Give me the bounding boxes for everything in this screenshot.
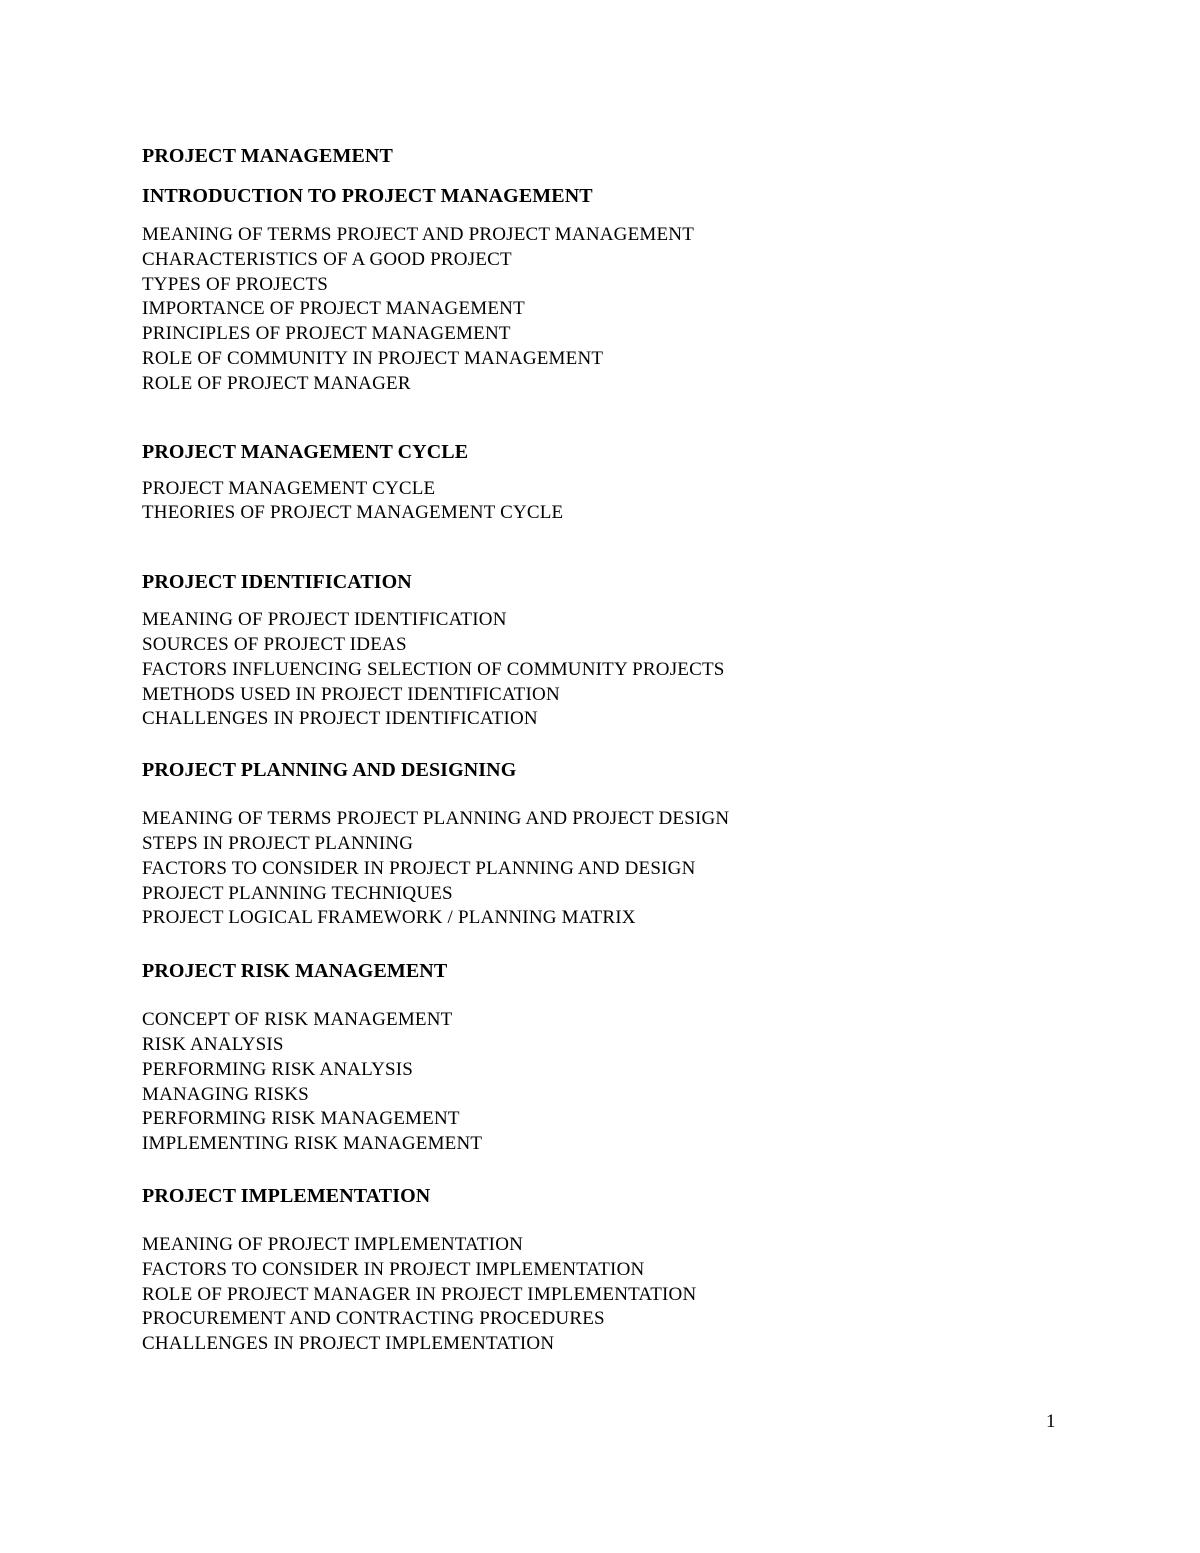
section-introduction bbox=[142, 183, 1102, 397]
list-item: MEANING OF PROJECT IMPLEMENTATION bbox=[142, 1233, 524, 1255]
list-item: CHALLENGES IN PROJECT IMPLEMENTATION bbox=[142, 1333, 555, 1355]
section-identification bbox=[142, 569, 1102, 732]
list-item: ROLE OF PROJECT MANAGER IN PROJECT IMPLEMENTATION bbox=[142, 1283, 697, 1305]
list-item: FACTORS TO CONSIDER IN PROJECT PLANNING AND DESIGN bbox=[142, 857, 696, 879]
list-item: SOURCES OF PROJECT IDEAS bbox=[142, 633, 407, 655]
list-item: MANAGING RISKS bbox=[142, 1083, 309, 1105]
list-item: PROCUREMENT AND CONTRACTING PROCEDURES bbox=[142, 1308, 605, 1330]
list-item: CHARACTERISTICS OF A GOOD PROJECT bbox=[142, 248, 512, 270]
list-item: FACTORS INFLUENCING SELECTION OF COMMUNITY PROJECTS bbox=[142, 658, 725, 680]
section-risk-management bbox=[142, 958, 1102, 1157]
section-item-list bbox=[142, 477, 1102, 527]
list-item: PROJECT LOGICAL FRAMEWORK / PLANNING MATRIX bbox=[142, 907, 636, 929]
section-heading: PROJECT RISK MANAGEMENT bbox=[142, 960, 448, 983]
document-title: PROJECT MANAGEMENT bbox=[142, 145, 393, 167]
section-item-list bbox=[142, 223, 1102, 397]
list-item: CHALLENGES IN PROJECT IDENTIFICATION bbox=[142, 708, 538, 730]
section-implementation bbox=[142, 1183, 1102, 1357]
section-heading: PROJECT IMPLEMENTATION bbox=[142, 1184, 431, 1207]
list-item: ROLE OF COMMUNITY IN PROJECT MANAGEMENT bbox=[142, 347, 604, 369]
list-item: FACTORS TO CONSIDER IN PROJECT IMPLEMENTATION bbox=[142, 1258, 645, 1280]
list-item: PERFORMING RISK MANAGEMENT bbox=[142, 1108, 460, 1130]
list-item: METHODS USED IN PROJECT IDENTIFICATION bbox=[142, 683, 560, 705]
list-item: ROLE OF PROJECT MANAGER bbox=[142, 372, 411, 394]
list-item: MEANING OF TERMS PROJECT PLANNING AND PROJECT DESIGN bbox=[142, 808, 730, 830]
list-item: CONCEPT OF RISK MANAGEMENT bbox=[142, 1009, 453, 1031]
list-item: RISK ANALYSIS bbox=[142, 1033, 284, 1055]
list-item: PERFORMING RISK ANALYSIS bbox=[142, 1058, 414, 1080]
section-heading: PROJECT MANAGEMENT CYCLE bbox=[142, 440, 469, 463]
section-management-cycle bbox=[142, 439, 1102, 527]
list-item: THEORIES OF PROJECT MANAGEMENT CYCLE bbox=[142, 502, 564, 524]
page-number: 1 bbox=[1046, 1411, 1056, 1432]
list-item: MEANING OF PROJECT IDENTIFICATION bbox=[142, 609, 507, 631]
list-item: MEANING OF TERMS PROJECT AND PROJECT MANAGEMENT bbox=[142, 224, 695, 245]
list-item: IMPLEMENTING RISK MANAGEMENT bbox=[142, 1133, 483, 1155]
section-item-list bbox=[142, 807, 1102, 931]
section-heading: PROJECT PLANNING AND DESIGNING bbox=[142, 759, 517, 782]
list-item: STEPS IN PROJECT PLANNING bbox=[142, 832, 414, 854]
list-item: PROJECT MANAGEMENT CYCLE bbox=[142, 477, 436, 499]
document-content bbox=[142, 143, 1102, 1357]
section-heading: PROJECT IDENTIFICATION bbox=[142, 571, 412, 594]
section-item-list bbox=[142, 608, 1102, 732]
section-planning-designing bbox=[142, 757, 1102, 931]
section-item-list bbox=[142, 1008, 1102, 1157]
list-item: TYPES OF PROJECTS bbox=[142, 273, 329, 295]
list-item: PROJECT PLANNING TECHNIQUES bbox=[142, 882, 453, 904]
section-item-list bbox=[142, 1233, 1102, 1357]
list-item: IMPORTANCE OF PROJECT MANAGEMENT bbox=[142, 298, 525, 320]
list-item: PRINCIPLES OF PROJECT MANAGEMENT bbox=[142, 323, 511, 345]
section-heading: INTRODUCTION TO PROJECT MANAGEMENT bbox=[142, 185, 593, 207]
